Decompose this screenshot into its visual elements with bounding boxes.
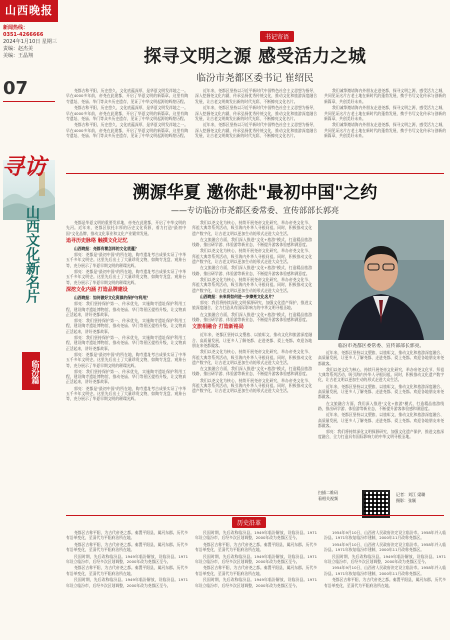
article-2-col-2: 我们以尧文化为核心，持续开展尧帝文化研究，举办帝尧文化节、拜祖大典等系列活动，吸引海内外华人寻根问祖。同时，积极推动文化遗产数字化，让古老文明以更加生动的形式走进大众生活。 在文旅融合方面，我们深入推进"文化+旅游"模式，打造精品旅游线路，推出研学游、体验游等新业态，不断提升游客体验感和满意度。 我们以尧文化为核心，持续开展尧帝文化研究，举办帝尧文化节、拜祖大典等系列活动，吸引海内外华人寻根问祖。同时，积极推动文化遗产数字化，让古老文明以更加生动的形式走进大众生活。 在文旅融合方面，我们深入推进"文化+旅游"模式，打造精品旅游线路，推出研学游、体验游等新业态，不断提升游客体验感和满意度。 我们以尧文化为核心，持续开展尧帝文化研究，举办帝尧文化节、拜祖大典等系列活动，吸引海内外华人寻根问祖。同时，积极推动文化遗产数字化，让古老文明以更加生动的形式走进大众生活。 山西晚报：未来将如何进一步擦亮文化名片？ 郭亮：我们将持续深化文明探源研究，加强文化遗产保护，推进文旅深度融合，全力打造具有国际影响力的中华文明寻根圣地。 在文旅融合方面，我们深入推进"文化+旅游"模式，打造精品旅游线路，推出研学游、体验游等新业态，不断提升游客体验感和满意度。 文旅相融合 打造新格局 近年来，尧都区坚持以文塑旅、以旅彰文，推动文化和旅游深度融合、高质量发展，让更多人了解尧都、走进尧都、爱上尧都。欢迎各地朋友来尧都做客。 我们以尧文化为核心，持续开展尧帝文化研究，举办帝尧文化节、拜祖大典等系列活动，吸引海内外华人寻根问祖。同时，积极推动文化遗产数字化，让古老文明以更加生动的形式走进大众生活。 在文旅融合方面，我们深入推进"文化+旅游"模式，打造精品旅游线路，推出研学游、体验游等新业态，不断提升游客体验感和满意度。 我们以尧文化为核心，持续开展尧帝文化研究，举办帝尧文化节、拜祖大典等系列活动，吸引海内外华人寻根问祖。同时，积极推动文化遗产数字化，让古老文明以更加生动的形式走进大众生活。: [192, 220, 312, 394]
history-col-2: 民国时期，先后改称临汾县。1949年临汾解放，设临汾县。1971年设立临汾市，后经多次区划调整，2000年改为尧都区至今。 尧都区古称平阳，为古代帝尧之都。秦置平阳县，属河东郡。历代多有沿革变化，至清代为平阳府治所在地。 民国时期，先后改称临汾县。1949年临汾解放，设临汾县。1971年设立临汾市，后经多次区划调整，2000年改为尧都区至今。 尧都区古称平阳，为古代帝尧之都。秦置平阳县，属河东郡。历代多有沿革变化，至清代为平阳府治所在地。 民国时期，先后改称临汾县。1949年临汾解放，设临汾县。1971年设立临汾市，后经多次区划调整，2000年改为尧都区至今。: [195, 530, 317, 588]
article-credits: 记者：刘江 梁璐 摄影：张颖: [396, 492, 426, 503]
byline-1: 临汾市尧都区委书记 崔绍民: [196, 73, 314, 84]
qr-caption: 扫描二维码 看相关视频: [318, 490, 338, 501]
article-1-col-3: 我们诚挚邀请海内外朋友走进尧都，探寻文明之源，感受活力之城，共同见证这片古老土地在新时代的蓬勃发展，携手书写文化传承与创新的新篇章，共创美好未来。 我们诚挚邀请海内外朋友走进尧都，探寻文明之源，感受活力之城，共同见证这片古老土地在新时代的蓬勃发展，携手书写文化传承与创新的新篇章，共创美好未来。 我们诚挚邀请海内外朋友走进尧都，探寻文明之源，感受活力之城，共同见证这片古老土地在新时代的蓬勃发展，携手书写文化传承与创新的新篇章，共创美好未来。: [324, 88, 446, 139]
article-1-col-1: 尧都古称平阳，历史悠久，文化底蕴深厚，是华夏文明发祥地之一。早在4000多年前，帝尧在此建都，开启了华夏文明的新篇章。这里有陶寺遗址、尧庙、华门等众多历史遗存，见证了中华文明起源的辉煌历程。 尧都古称平阳，历史悠久，文化底蕴深厚，是华夏文明发祥地之一。早在4000多年前，帝尧在此建都，开启了华夏文明的新篇章。这里有陶寺遗址、尧庙、华门等众多历史遗存，见证了中华文明起源的辉煌历程。 尧都古称平阳，历史悠久，文化底蕴深厚，是华夏文明发祥地之一。早在4000多年前，帝尧在此建都，开启了华夏文明的新篇章。这里有陶寺遗址、尧庙、华门等众多历史遗存，见证了中华文明起源的辉煌历程。: [66, 88, 188, 139]
section-divider-2: [66, 515, 444, 516]
subhead-history: 追寻历史脉络 触摸文化记忆: [66, 237, 128, 244]
article-2-col-1: 尧都是华夏文明的重要发祥地，帝尧在此建都，开启了中华文明的先河。近年来，尧都区依托丰厚的历史文化资源，着力打造"最初中国"文化品牌，推动文化事业和文化产业繁荣发展。 追寻历史脉络 触摸文化记忆 山西晚报：尧都有着怎样的文化底蕴？ 郭亮：尧都是"最初中国"的所在地，陶寺遗址考古成果实证了中华五千多年文明史。这里先后出土了大量珍贵文物，如陶寺龙盘、观象台等，充分展示了华夏早期文明的璀璨光辉。 郭亮：尧都是"最初中国"的所在地，陶寺遗址考古成果实证了中华五千多年文明史。这里先后出土了大量珍贵文物，如陶寺龙盘、观象台等，充分展示了华夏早期文明的璀璨光辉。 深挖文化内涵 打造品牌建设 山西晚报：如何做好文化资源的保护与利用？ 郭亮：我们坚持保护第一、传承优先，实施陶寺遗址保护利用工程，建设陶寺遗址博物馆，推动尧庙、华门等景区提档升级，让文物真正活起来，讲好尧都故事。 郭亮：我们坚持保护第一、传承优先，实施陶寺遗址保护利用工程，建设陶寺遗址博物馆，推动尧庙、华门等景区提档升级，让文物真正活起来，讲好尧都故事。 郭亮：我们坚持保护第一、传承优先，实施陶寺遗址保护利用工程，建设陶寺遗址博物馆，推动尧庙、华门等景区提档升级，让文物真正活起来，讲好尧都故事。 郭亮：尧都是"最初中国"的所在地，陶寺遗址考古成果实证了中华五千多年文明史。这里先后出土了大量珍贵文物，如陶寺龙盘、观象台等，充分展示了华夏早期文明的璀璨光辉。 郭亮：我们坚持保护第一、传承优先，实施陶寺遗址保护利用工程，建设陶寺遗址博物馆，推动尧庙、华门等景区提档升级，让文物真正活起来，讲好尧都故事。 郭亮：尧都是"最初中国"的所在地，陶寺遗址考古成果实证了中华五千多年文明史。这里先后出土了大量珍贵文物，如陶寺龙盘、观象台等，充分展示了华夏早期文明的璀璨光辉。: [66, 220, 186, 402]
history-body: [66, 530, 446, 630]
hotline-label: 新闻热线：: [3, 25, 29, 31]
linfen-seal: 临汾篇: [22, 352, 40, 390]
article-2-body: [66, 220, 444, 518]
subhead-brand: 深挖文化内涵 打造品牌建设: [66, 286, 128, 293]
xunfang-stamp: 寻访: [2, 154, 47, 180]
section-tag-history: 历史沿革: [232, 517, 266, 528]
designer: 美编：王晶翔: [3, 53, 34, 59]
photo-caption: 临汾市尧都区委常委、宣传部部长郭亮。: [337, 344, 425, 349]
page-number: 07: [3, 78, 29, 99]
subheadline-2: ——专访临汾市尧都区委常委、宣传部部长郭亮: [171, 206, 339, 215]
history-col-3: 1954年9月10日，山西省人民政府决定设立临汾市。1958年并入临汾县。1971年恢复临汾市建制，2000年11月改称尧都区。 1954年9月10日，山西省人民政府决定设立临汾市。1958年并入临汾县。1971年恢复临汾市建制，2000年11月改称尧都区。 民国时期，先后改称临汾县。1949年临汾解放，设临汾县。1971年设立临汾市，后经多次区划调整，2000年改为尧都区至今。 1954年9月10日，山西省人民政府决定设立临汾市。1958年并入临汾县。1971年恢复临汾市建制，2000年11月改称尧都区。 尧都区古称平阳，为古代帝尧之都。秦置平阳县，属河东郡。历代多有沿革变化，至清代为平阳府治所在地。: [324, 530, 446, 588]
qr-code[interactable]: [362, 490, 390, 518]
section-tag-secretary: 书记寄语: [260, 31, 294, 42]
interviewee-photo: [318, 220, 444, 340]
newspaper-masthead: 山西晚报: [0, 0, 58, 22]
section-divider-1: [66, 173, 444, 174]
issue-date: 2024年1月10日 星期三: [3, 39, 57, 45]
edition-meta: [3, 25, 57, 60]
article-1-body: [66, 88, 446, 170]
headline-2: 溯源华夏 邀你赴"最初中国"之约: [132, 183, 378, 203]
culture-card-title: 山西文化新名片: [24, 205, 40, 303]
headline-1: 探寻文明之源 感受活力之城: [143, 47, 367, 67]
hotline-number: 0351-4266666: [3, 32, 44, 38]
sidebar: [0, 0, 58, 640]
article-2-col-3: 近年来，尧都区坚持以文塑旅、以旅彰文，推动文化和旅游深度融合、高质量发展，让更多人了解尧都、走进尧都、爱上尧都。欢迎各地朋友来尧都做客。 我们以尧文化为核心，持续开展尧帝文化研究，举办帝尧文化节、拜祖大典等系列活动，吸引海内外华人寻根问祖。同时，积极推动文化遗产数字化，让古老文明以更加生动的形式走进大众生活。 近年来，尧都区坚持以文塑旅、以旅彰文，推动文化和旅游深度融合、高质量发展，让更多人了解尧都、走进尧都、爱上尧都。欢迎各地朋友来尧都做客。 在文旅融合方面，我们深入推进"文化+旅游"模式，打造精品旅游线路，推出研学游、体验游等新业态，不断提升游客体验感和满意度。 近年来，尧都区坚持以文塑旅、以旅彰文，推动文化和旅游深度融合、高质量发展，让更多人了解尧都、走进尧都、爱上尧都。欢迎各地朋友来尧都做客。 郭亮：我们将持续深化文明探源研究，加强文化遗产保护，推进文旅深度融合，全力打造具有国际影响力的中华文明寻根圣地。: [318, 350, 444, 440]
page-main: [62, 0, 448, 640]
history-col-1: 尧都区古称平阳，为古代帝尧之都。秦置平阳县，属河东郡。历代多有沿革变化，至清代为平阳府治所在地。 尧都区古称平阳，为古代帝尧之都。秦置平阳县，属河东郡。历代多有沿革变化，至清代为平阳府治所在地。 民国时期，先后改称临汾县。1949年临汾解放，设临汾县。1971年设立临汾市，后经多次区划调整，2000年改为尧都区至今。 尧都区古称平阳，为古代帝尧之都。秦置平阳县，属河东郡。历代多有沿革变化，至清代为平阳府治所在地。 民国时期，先后改称临汾县。1949年临汾解放，设临汾县。1971年设立临汾市，后经多次区划调整，2000年改为尧都区至今。: [66, 530, 188, 588]
article-1-col-2: 近年来，尧都区坚持以习近平新时代中国特色社会主义思想为指导，深入挖掘尧文化内涵，传承弘扬优秀传统文化，推动文化和旅游深度融合发展，让古老文明焕发出新的时代光彩，不断擦亮文化名片。 近年来，尧都区坚持以习近平新时代中国特色社会主义思想为指导，深入挖掘尧文化内涵，传承弘扬优秀传统文化，推动文化和旅游深度融合发展，让古老文明焕发出新的时代光彩，不断擦亮文化名片。 近年来，尧都区坚持以习近平新时代中国特色社会主义思想为指导，深入挖掘尧文化内涵，传承弘扬优秀传统文化，推动文化和旅游深度融合发展，让古老文明焕发出新的时代光彩，不断擦亮文化名片。: [195, 88, 317, 139]
editor: 责编：赵杰美: [3, 46, 34, 52]
sidebar-divider: [3, 101, 55, 102]
subhead-tourism: 文旅相融合 打造新格局: [192, 324, 244, 331]
